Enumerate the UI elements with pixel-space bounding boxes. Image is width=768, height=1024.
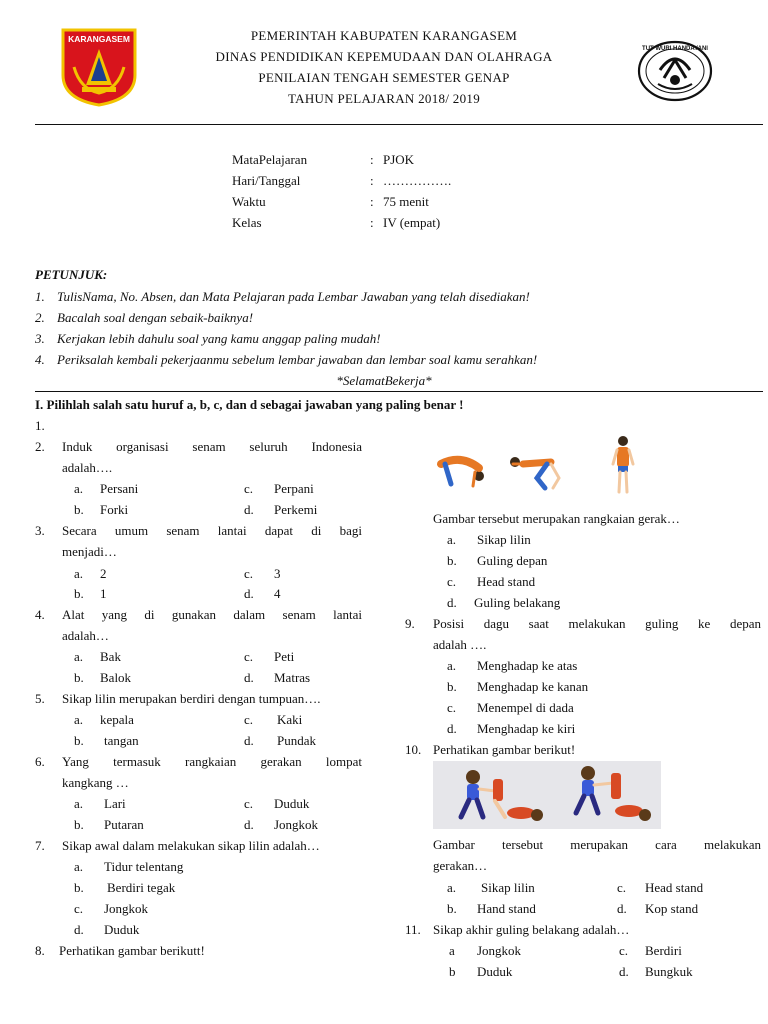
- option-text: Duduk: [104, 922, 140, 937]
- question-text: Posisi dagu saat melakukan guling ke depan: [433, 616, 761, 631]
- petunjuk-title: PETUNJUK:: [35, 267, 108, 282]
- meta-colon: :: [370, 152, 374, 167]
- option-text: Berdiri: [645, 943, 682, 958]
- option-text: Perkemi: [274, 502, 318, 517]
- option-text: Guling belakang: [474, 595, 561, 610]
- question-number: 9.: [405, 616, 415, 631]
- option-text: tangan: [104, 733, 139, 748]
- option-text: Bak: [100, 649, 121, 664]
- meta-value-date: …………….: [383, 173, 452, 188]
- option-text: 2: [100, 566, 107, 581]
- option-text: Hand stand: [477, 901, 536, 916]
- option-text: Menghadap ke atas: [477, 658, 578, 673]
- meta-label-class: Kelas: [232, 215, 262, 230]
- question-text: Alat yang di gunakan dalam senam lantai: [62, 607, 362, 622]
- question-number: 5.: [35, 691, 45, 706]
- header-line-4: TAHUN PELAJARAN 2018/ 2019: [287, 91, 480, 106]
- question-number: 10.: [405, 742, 422, 757]
- question-caption: Gambar tersebut merupakan rangkaian gerak…: [433, 511, 680, 526]
- option-letter: c.: [244, 481, 254, 496]
- option-text: Berdiri tegak: [107, 880, 176, 895]
- meta-colon: :: [370, 215, 374, 230]
- option-text: Sikap lilin: [481, 880, 535, 895]
- meta-label-time: Waktu: [232, 194, 266, 209]
- option-text: Sikap lilin: [477, 532, 531, 547]
- option-text: Head stand: [645, 880, 704, 895]
- option-text: Perpani: [274, 481, 314, 496]
- option-letter: a.: [74, 649, 84, 664]
- question-text: Perhatikan gambar berikut!: [433, 742, 576, 757]
- option-letter: b.: [74, 586, 84, 601]
- option-text: Kaki: [277, 712, 303, 727]
- petunjuk-text: Periksalah kembali pekerjaanmu sebelum lembar jawaban dan lembar soal kamu serahkan!: [57, 352, 538, 367]
- option-letter: c.: [619, 943, 629, 958]
- option-letter: d.: [447, 595, 457, 610]
- option-letter: d.: [244, 502, 254, 517]
- question-text: Secara umum senam lantai dapat di bagi: [62, 523, 362, 538]
- header-divider: [35, 124, 763, 125]
- petunjuk-item: [35, 310, 253, 326]
- question-text: adalah ….: [433, 637, 487, 652]
- closing-greeting: *SelamatBekerja*: [336, 373, 432, 388]
- option-letter: b.: [74, 880, 84, 895]
- option-text: kepala: [100, 712, 134, 727]
- option-letter: d.: [244, 670, 254, 685]
- option-letter: d.: [619, 964, 629, 979]
- petunjuk-item: [35, 289, 530, 305]
- candle-stand-assist-image: [433, 761, 661, 829]
- option-letter: a.: [447, 532, 457, 547]
- option-letter: a.: [74, 712, 84, 727]
- tut-wuri-handayani-logo: [636, 40, 714, 102]
- question-text: Sikap akhir guling belakang adalah…: [433, 922, 630, 937]
- question-number: 11.: [405, 922, 421, 937]
- option-letter: a.: [74, 796, 84, 811]
- option-letter: b.: [74, 502, 84, 517]
- option-text: Menghadap ke kanan: [477, 679, 589, 694]
- option-letter: a: [449, 943, 455, 958]
- question-number: 7.: [35, 838, 45, 853]
- option-letter: a.: [74, 859, 84, 874]
- option-text: Forki: [100, 502, 129, 517]
- option-letter: c.: [244, 566, 254, 581]
- petunjuk-num: 2.: [35, 310, 45, 325]
- question-number: 3.: [35, 523, 45, 538]
- question-text: Sikap awal dalam melakukan sikap lilin adalah…: [62, 838, 320, 853]
- question-text: Yang termasuk rangkaian gerakan lompat: [62, 754, 362, 769]
- option-letter: c.: [617, 880, 627, 895]
- option-text: Bungkuk: [645, 964, 693, 979]
- petunjuk-text: Bacalah soal dengan sebaik-baiknya!: [57, 310, 254, 325]
- option-letter: b.: [74, 733, 84, 748]
- option-letter: a.: [74, 481, 84, 496]
- meta-value-subject: PJOK: [383, 152, 415, 167]
- question-number: 1.: [35, 418, 45, 433]
- option-letter: d.: [244, 817, 254, 832]
- option-letter: c.: [74, 901, 84, 916]
- option-letter: c.: [447, 574, 457, 589]
- option-letter: b.: [74, 670, 84, 685]
- header-line-3: PENILAIAN TENGAH SEMESTER GENAP: [258, 70, 510, 85]
- question-number: 8.: [35, 943, 45, 958]
- petunjuk-num: 3.: [35, 331, 45, 346]
- option-text: 4: [274, 586, 281, 601]
- option-letter: d.: [617, 901, 627, 916]
- question-text: kangkang …: [62, 775, 129, 790]
- question-text: Perhatikan gambar berikutt!: [59, 943, 205, 958]
- option-letter: b.: [74, 817, 84, 832]
- option-text: Duduk: [477, 964, 513, 979]
- option-letter: b.: [447, 553, 457, 568]
- petunjuk-item: [35, 331, 381, 347]
- karangasem-logo-text: KARANGASEM: [68, 34, 130, 44]
- option-text: 1: [100, 586, 107, 601]
- option-letter: d.: [244, 733, 254, 748]
- section-title: I. Pilihlah salah satu huruf a, b, c, dan d sebagai jawaban yang paling benar !: [35, 397, 464, 412]
- option-letter: b: [449, 964, 456, 979]
- option-text: 3: [274, 566, 281, 581]
- option-letter: c.: [447, 700, 457, 715]
- meta-label-date: Hari/Tanggal: [232, 173, 301, 188]
- question-text: Induk organisasi senam seluruh Indonesia: [62, 439, 362, 454]
- petunjuk-num: 4.: [35, 352, 45, 367]
- meta-value-time: 75 menit: [383, 194, 429, 209]
- option-text: Duduk: [274, 796, 310, 811]
- option-letter: b.: [447, 679, 457, 694]
- option-letter: c.: [244, 649, 254, 664]
- option-text: Jongkok: [104, 901, 149, 916]
- petunjuk-num: 1.: [35, 289, 45, 304]
- option-text: Jongkok: [274, 817, 319, 832]
- meta-colon: :: [370, 194, 374, 209]
- option-text: Pundak: [277, 733, 316, 748]
- petunjuk-text: Kerjakan lebih dahulu soal yang kamu anggap paling mudah!: [57, 331, 381, 346]
- question-number: 6.: [35, 754, 45, 769]
- option-letter: a.: [447, 658, 457, 673]
- question-text: adalah….: [62, 460, 113, 475]
- question-number: 4.: [35, 607, 45, 622]
- question-text: menjadi…: [62, 544, 117, 559]
- meta-label-subject: MataPelajaran: [232, 152, 308, 167]
- petunjuk-text: TulisNama, No. Absen, dan Mata Pelajaran pada Lembar Jawaban yang telah disediakan!: [57, 289, 530, 304]
- option-text: Persani: [100, 481, 139, 496]
- option-letter: d.: [244, 586, 254, 601]
- option-text: Matras: [274, 670, 311, 685]
- option-letter: d.: [74, 922, 84, 937]
- option-text: Lari: [104, 796, 126, 811]
- option-text: Tidur telentang: [104, 859, 184, 874]
- option-text: Jongkok: [477, 943, 522, 958]
- tut-wuri-logo-text: TUT WURI HANDAYANI: [642, 46, 708, 52]
- petunjuk-divider: [35, 391, 763, 392]
- option-text: Kop stand: [645, 901, 699, 916]
- option-text: Head stand: [477, 574, 536, 589]
- option-text: Balok: [100, 670, 132, 685]
- question-caption: Gambar tersebut merupakan cara melakukan: [433, 837, 761, 852]
- option-letter: a.: [74, 566, 84, 581]
- option-letter: b.: [447, 901, 457, 916]
- option-text: Putaran: [104, 817, 144, 832]
- meta-value-class: IV (empat): [383, 215, 441, 230]
- option-text: Menghadap ke kiri: [477, 721, 576, 736]
- petunjuk-item: [35, 352, 537, 368]
- forward-roll-sequence-image: [433, 434, 661, 494]
- header-line-2: DINAS PENDIDIKAN KEPEMUDAAN DAN OLAHRAGA: [215, 49, 553, 64]
- meta-colon: :: [370, 173, 374, 188]
- option-text: Guling depan: [477, 553, 548, 568]
- question-caption: gerakan…: [433, 858, 488, 873]
- option-letter: c.: [244, 796, 254, 811]
- option-text: Peti: [274, 649, 295, 664]
- question-number: 2.: [35, 439, 45, 454]
- option-text: Menempel di dada: [477, 700, 574, 715]
- question-text: Sikap lilin merupakan berdiri dengan tumpuan….: [62, 691, 321, 706]
- option-letter: a.: [447, 880, 457, 895]
- option-letter: d.: [447, 721, 457, 736]
- question-text: adalah…: [62, 628, 109, 643]
- option-letter: c.: [244, 712, 254, 727]
- header-line-1: PEMERINTAH KABUPATEN KARANGASEM: [250, 28, 518, 43]
